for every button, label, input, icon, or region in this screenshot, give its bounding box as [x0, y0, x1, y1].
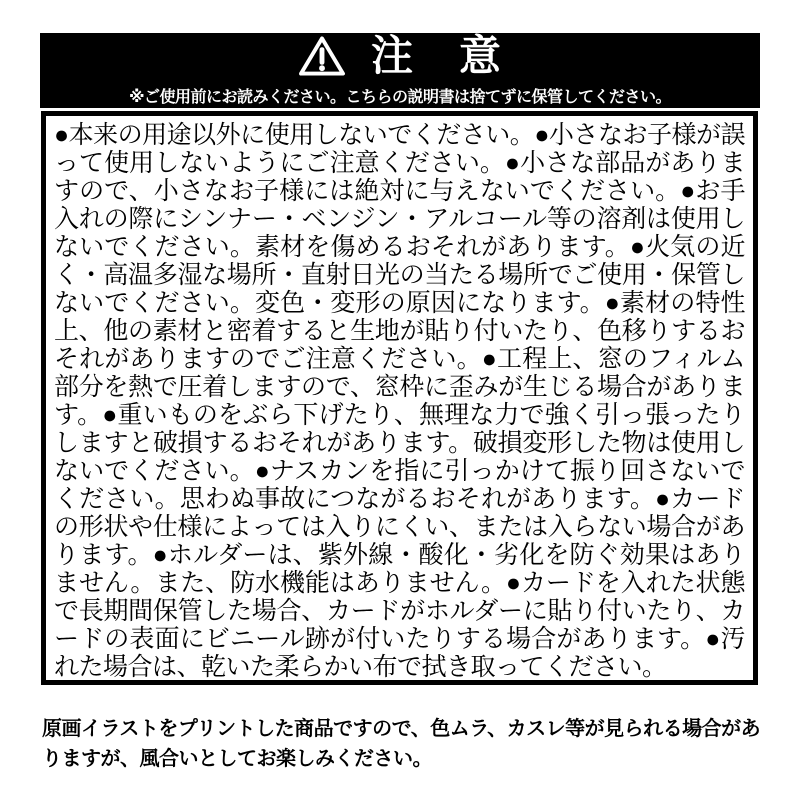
warning-triangle-icon	[297, 35, 347, 77]
caution-subtitle: ※ご使用前にお読みください。こちらの説明書は捨てずに保管してください。	[128, 88, 672, 106]
caution-header	[40, 33, 760, 108]
warning-text-box	[41, 111, 758, 685]
caution-title: 注 意	[370, 31, 503, 79]
warning-body-text: ●本来の用途以外に使用しないでください。●小さなお子様が誤って使用しないようにご注意ください。●小さな部品がありますので、小さなお子様には絶対に与えないでください。●お手入れの際にシンナー・ベンジン・アルコール等の溶剤は使用しないでください。素材を傷めるおそれがあります。●火気の近く・高温多湿な場所・直射日光の当たる場所でご使用・保管しないでください。変色・変形の原因になります。●素材の特性上、他の素材と密着すると生地が貼り付いたり、色移りするおそれがありますのでご注意ください。●工程上、窓のフィルム部分を熱で圧着しますので、窓枠に歪みが生じる場合があります。●重いものをぶら下げたり、無理な力で強く引っ張ったりしますと破損するおそれがあります。破損変形した物は使用しないでください。●ナスカンを指に引っかけて振り回さないでください。思わぬ事故につながるおそれがあります。●カードの形状や仕様によっては入りにくい、または入らない場合があります。●ホルダーは、紫外線・酸化・劣化を防ぐ効果はありません。また、防水機能はありません。●カードを入れた状態で長期間保管した場合、カードがホルダーに貼り付いたり、カードの表面にビニール跡が付いたりする場合があります。●汚れた場合は、乾いた柔らかい布で拭き取ってください。	[54, 121, 745, 681]
caution-title-row	[297, 31, 503, 79]
footer-print-note: 原画イラストをプリントした商品ですので、色ムラ、カスレ等が見られる場合がありますが、風合いとしてお楽しみください。	[42, 718, 761, 770]
